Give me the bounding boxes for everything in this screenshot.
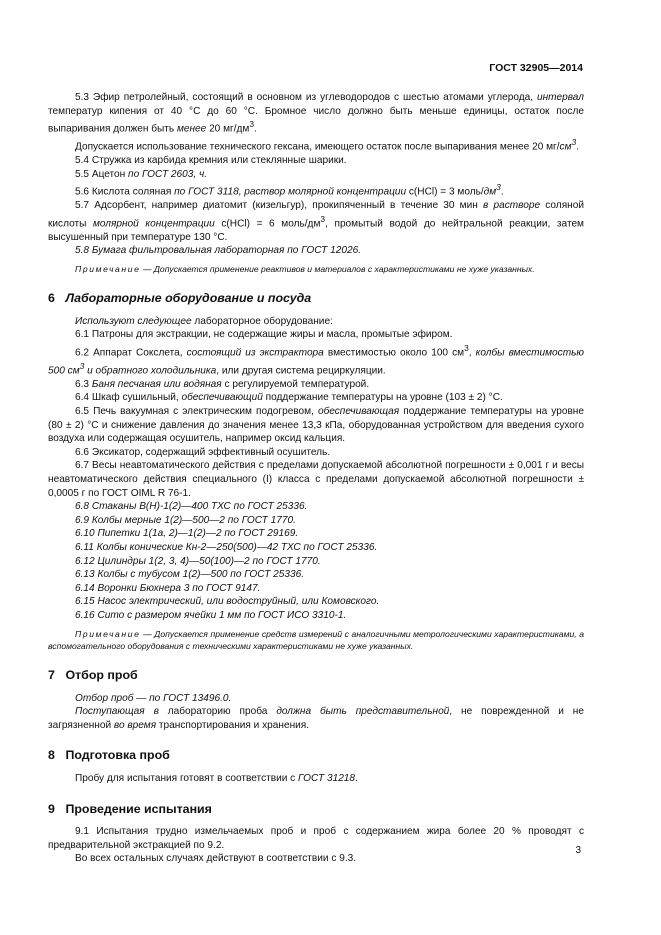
standard-header: ГОСТ 32905—2014 [489, 62, 583, 74]
clause-6-2: 6.2 Аппарат Сокслета, состоящий из экстрактора вместимостью около 100 $см^3$, колбы вместимостью 500 $см^3$ и обратного холодильника, или другая система рециркуляции. [48, 342, 585, 377]
section-6-heading: 6 Лабораторные оборудование и посуда [48, 291, 312, 306]
section-9-p2: Во всех остальных случаях действуют в соответствии с 9.3. [75, 853, 357, 865]
section-9-heading: 9 Проведение испытания [48, 801, 212, 816]
section-5-note: Примечание — Допускается применение реактивов и материалов с характеристиками не хуже указанных. [75, 263, 535, 274]
clause-6-12: 6.12 Цилиндры 1(2, 3, 4)—50(100)—2 по ГОСТ 1770. [75, 555, 321, 567]
page-content [48, 91, 584, 866]
clause-6-1: 6.1 Патроны для экстракции, не содержащие жиры и масла, промытые эфиром. [75, 329, 453, 341]
clause-5-3: 5.3 Эфир петролейный, состоящий в основном из углеводородов с шестью атомами углерода, интервал температур кипения от 40 °С до 60 °С. Бромное число должно быть меньше единицы, остаток после выпаривания должен быть менее 20 $мг/дм^3$. [48, 92, 584, 135]
section-8-heading: 8 Подготовка проб [48, 748, 170, 763]
clause-6-9: 6.9 Колбы мерные 1(2)—500—2 по ГОСТ 1770. [75, 514, 296, 526]
clause-5-3-hexane: Допускается использование технического гексана, имеющего остаток после выпаривания менее 20 $мг/см^3$. [75, 137, 580, 153]
clause-5-8: 5.8 Бумага фильтровальная лабораторная по ГОСТ 12026. [75, 245, 362, 257]
clause-6-3: 6.3 Баня песчаная или водяная с регулируемой температурой. [75, 378, 370, 390]
clause-6-16: 6.16 Сито с размером ячейки 1 мм по ГОСТ ИСО 3310-1. [75, 609, 347, 621]
clause-6-11: 6.11 Колбы конические Кн-2—250(500)—42 ТХС по ГОСТ 25336. [75, 541, 378, 553]
page-number: 3 [575, 845, 581, 856]
clause-6-14: 6.14 Воронки Бюхнера 3 по ГОСТ 9147. [75, 582, 261, 594]
clause-6-13: 6.13 Колбы с тубусом 1(2)—500 по ГОСТ 25336. [75, 569, 305, 581]
clause-6-5: 6.5 Печь вакуумная с электрическим подогревом, обеспечивающая поддержание температуры на уровне (80 ± 2) °С и снижение давления до значения менее 13,3 кПа, оборудованная устройством для введения сухого воздуха или содержащая осушитель, например оксид кальция. [48, 406, 584, 445]
section-6-note: Примечание — Допускается применение средств измерений с аналогичными метрологическими характеристиками, а вспомогательного оборудования с техническими характеристиками не хуже указанных. [48, 628, 584, 651]
clause-6-10: 6.10 Пипетки 1(1а, 2)—1(2)—2 по ГОСТ 29169. [75, 528, 299, 540]
section-7-heading: 7 Отбор проб [48, 667, 138, 682]
section-8-p1: Пробу для испытания готовят в соответствии с ГОСТ 31218. [75, 772, 358, 784]
clause-5-4: 5.4 Стружка из карбида кремния или стеклянные шарики. [75, 155, 347, 167]
section-7-p1: Отбор проб — по ГОСТ 13496.0. [75, 692, 232, 704]
clause-9-1: 9.1 Испытания трудно измельчаемых проб и проб с содержанием жира более 20 % проводят с предварительной экстракцией по 9.2. [48, 826, 584, 851]
clause-5-7: 5.7 Адсорбент, например диатомит (кизельгур), прокипяченный в течение 30 мин в растворе соляной кислоты молярной концентрации с(HCl) = 6 моль/$дм^3$, промытый водой до нейтральной реакции, затем высушенный при температуре 130 °С. [48, 200, 585, 243]
section-6-intro: Используют следующее лабораторное оборудование: [75, 315, 333, 327]
clause-6-7: 6.7 Весы неавтоматического действия с пределами допускаемой абсолютной погрешности ± 0,001 г и весы неавтоматического действия специального (I) класса с пределами допускаемой абсолютной погрешности ± 0,0005 г по ГОСТ OIML R 76-1. [48, 460, 584, 499]
clause-5-5: 5.5 Ацетон по ГОСТ 2603, ч. [75, 168, 208, 180]
section-7-p2: Поступающая в лабораторию проба должна быть представительной, не поврежденной и не загрязненной во время транспортирования и хранения. [48, 706, 584, 731]
clause-5-6: 5.6 Кислота соляная по ГОСТ 3118, раствор молярной концентрации с(HCl) = 3 моль/$дм^3$. [75, 182, 504, 198]
clause-6-8: 6.8 Стаканы В(Н)-1(2)—400 ТХС по ГОСТ 25336. [75, 501, 308, 513]
clause-6-4: 6.4 Шкаф сушильный, обеспечивающий поддержание температуры на уровне (103 ± 2) °С. [75, 392, 503, 404]
clause-6-6: 6.6 Эксикатор, содержащий эффективный осушитель. [75, 446, 331, 458]
clause-6-15: 6.15 Насос электрический, или водоструйный, или Комовского. [75, 596, 380, 608]
